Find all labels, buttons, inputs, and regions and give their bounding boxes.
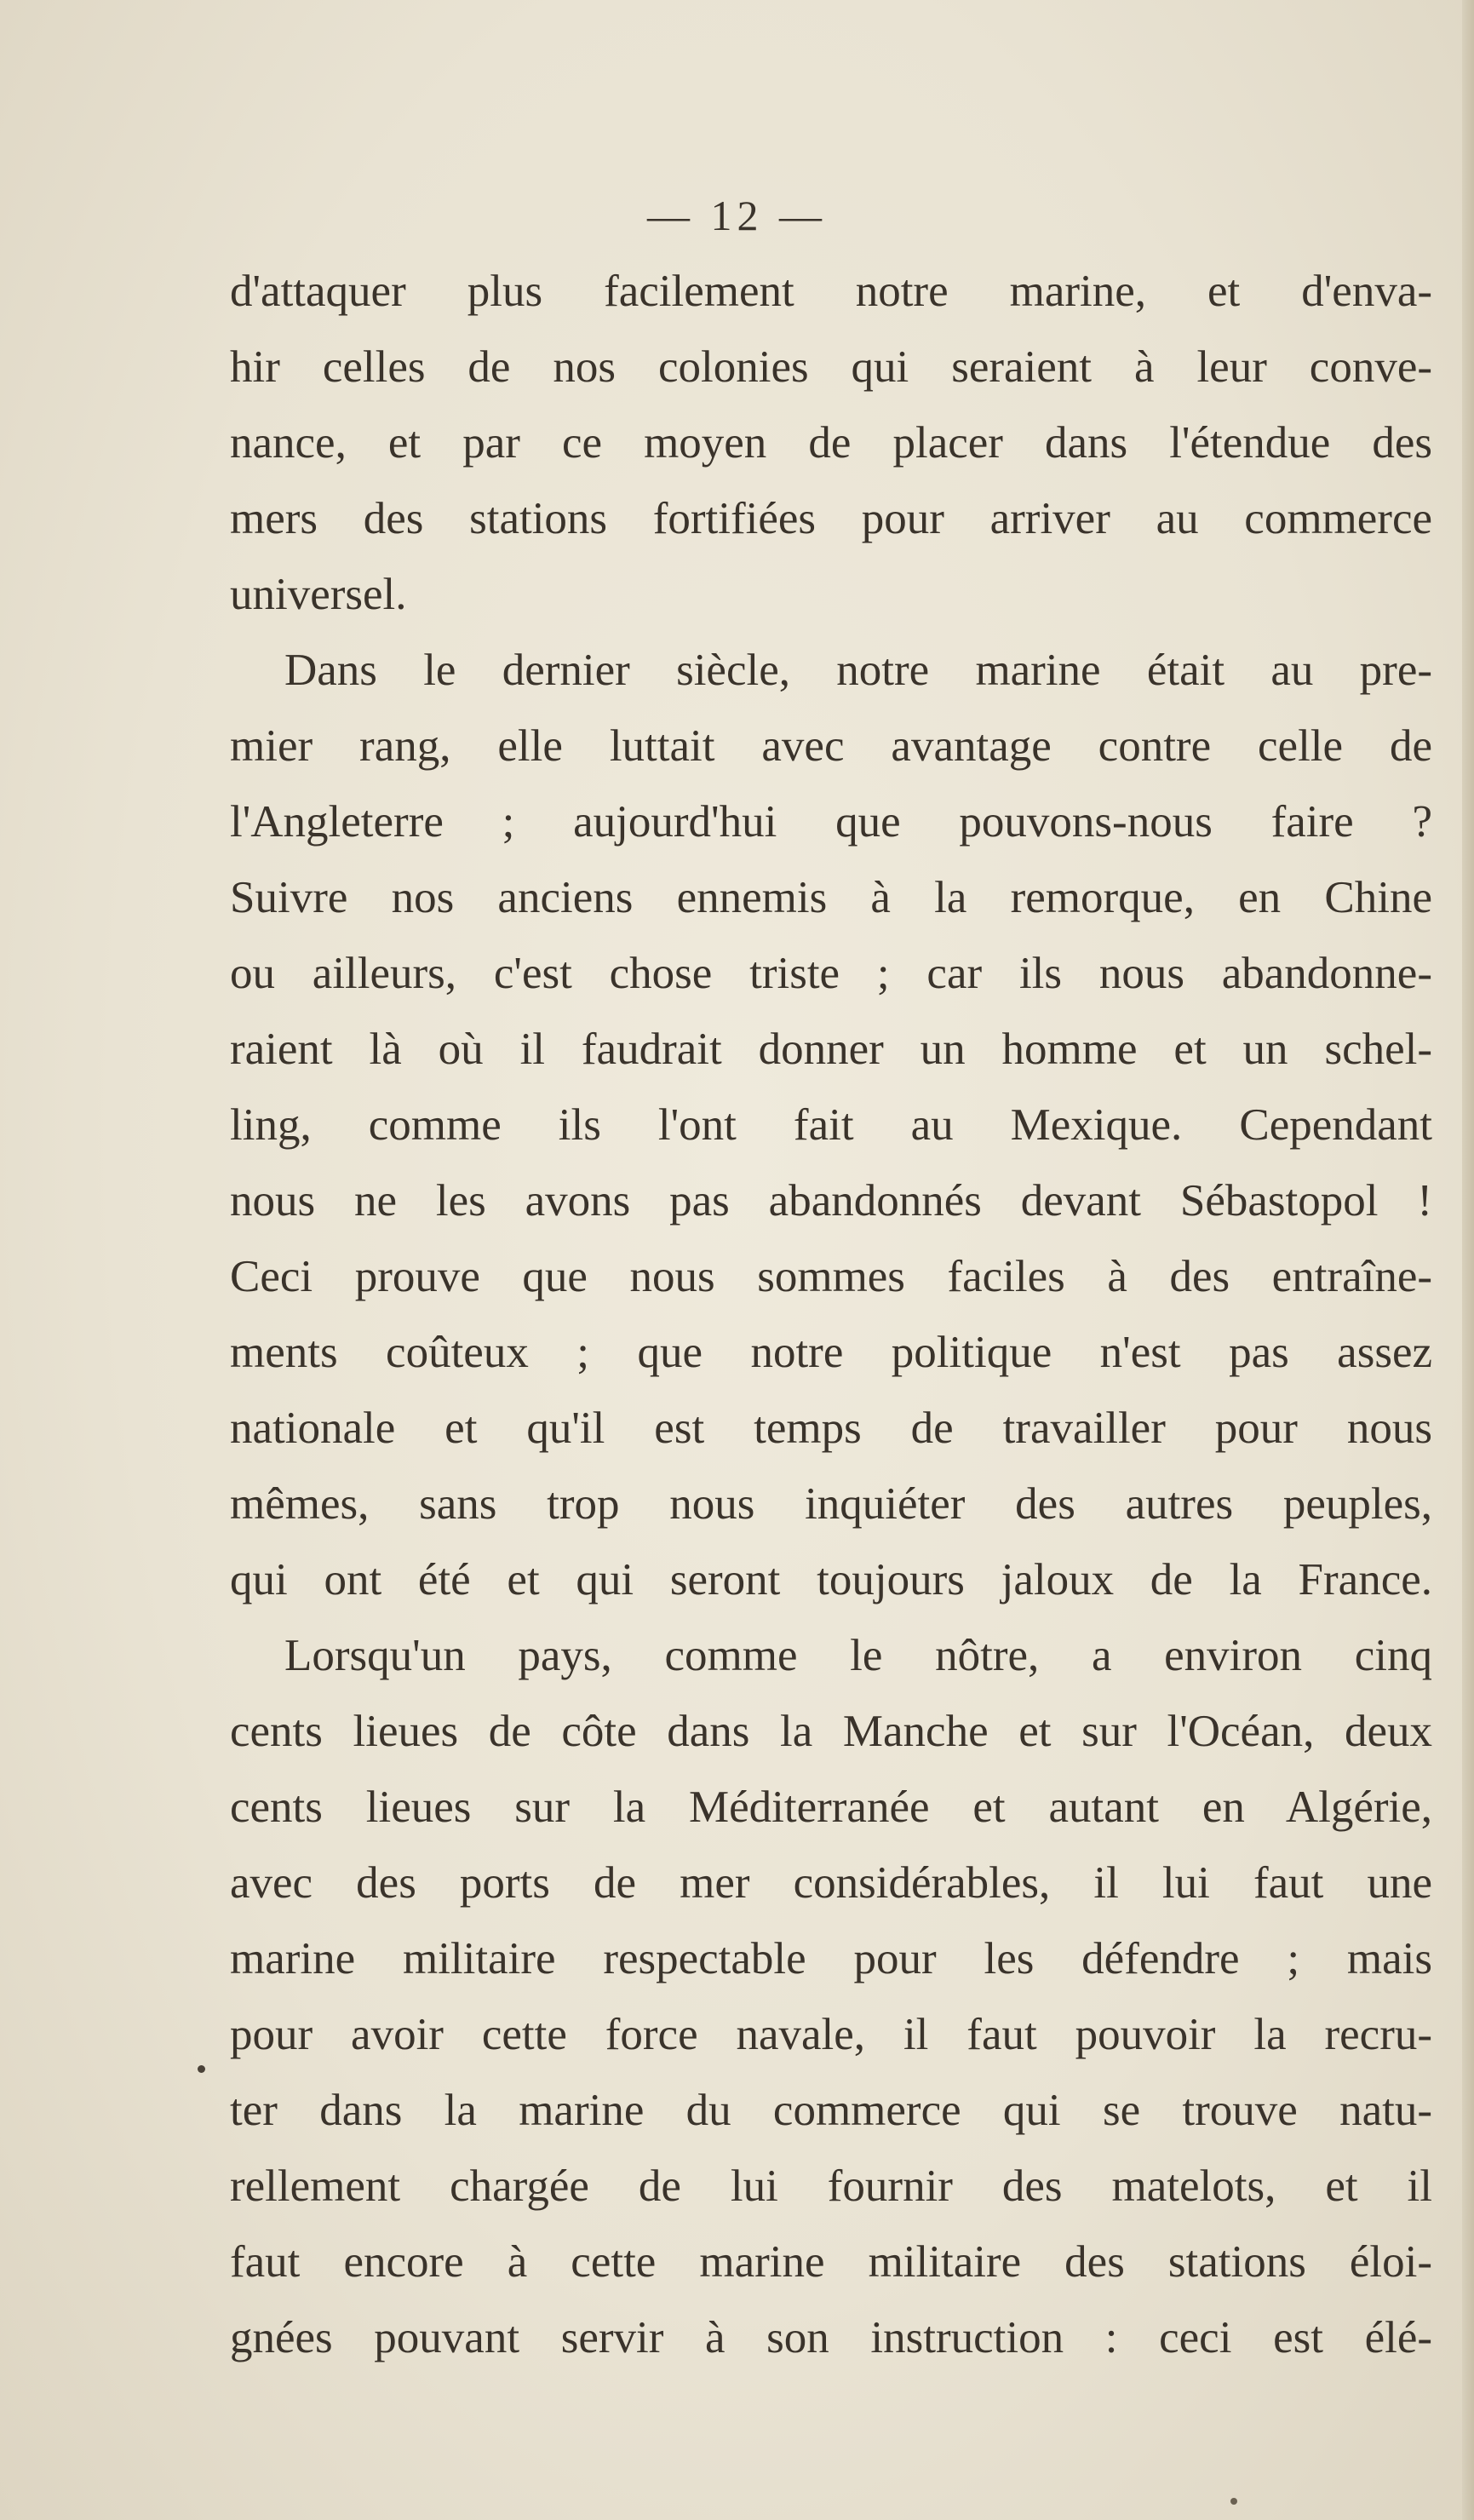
margin-mark bbox=[198, 2065, 205, 2073]
text-line: l'Angleterre ; aujourd'hui que pouvons-nous faire ? bbox=[230, 797, 1432, 847]
text-line: faut encore à cette marine militaire des stations éloi- bbox=[230, 2237, 1432, 2287]
text-line: d'attaquer plus facilement notre marine, et d'enva- bbox=[230, 267, 1432, 316]
text-line: mers des stations fortifiées pour arriver au commerce bbox=[230, 494, 1432, 543]
text-line: raient là où il faudrait donner un homme et un schel- bbox=[230, 1025, 1432, 1074]
text-line: Suivre nos anciens ennemis à la remorque, en Chine bbox=[230, 873, 1432, 922]
text-line: gnées pouvant servir à son instruction : ceci est élé- bbox=[230, 2313, 1432, 2362]
text-line: nance, et par ce moyen de placer dans l'étendue des bbox=[230, 418, 1432, 468]
text-line: rellement chargée de lui fournir des matelots, et il bbox=[230, 2161, 1432, 2211]
page-number: — 12 — bbox=[647, 192, 827, 239]
text-line: pour avoir cette force navale, il faut pouvoir la recru- bbox=[230, 2010, 1432, 2059]
text-line: cents lieues sur la Méditerranée et autant en Algérie, bbox=[230, 1782, 1432, 1832]
text-line: avec des ports de mer considérables, il lui faut une bbox=[230, 1858, 1432, 1908]
text-line: qui ont été et qui seront toujours jaloux de la France. bbox=[230, 1555, 1432, 1604]
text-line: cents lieues de côte dans la Manche et sur l'Océan, deux bbox=[230, 1707, 1432, 1756]
body-text bbox=[230, 254, 1432, 2376]
text-line: ou ailleurs, c'est chose triste ; car ils nous abandonne- bbox=[230, 949, 1432, 998]
text-line: Ceci prouve que nous sommes faciles à des entraîne- bbox=[230, 1252, 1432, 1301]
text-line: Lorsqu'un pays, comme le nôtre, a environ cinq bbox=[284, 1631, 1432, 1680]
text-line: hir celles de nos colonies qui seraient à leur conve- bbox=[230, 342, 1432, 392]
text-line: universel. bbox=[230, 570, 407, 619]
text-line: mêmes, sans trop nous inquiéter des autres peuples, bbox=[230, 1479, 1432, 1529]
text-line: ling, comme ils l'ont fait au Mexique. Cependant bbox=[230, 1100, 1432, 1150]
paper-speck bbox=[1230, 2498, 1237, 2505]
text-line: marine militaire respectable pour les défendre ; mais bbox=[230, 1934, 1432, 1983]
text-line: ter dans la marine du commerce qui se trouve natu- bbox=[230, 2086, 1432, 2135]
text-line: nationale et qu'il est temps de travailler pour nous bbox=[230, 1404, 1432, 1453]
text-line: ments coûteux ; que notre politique n'est pas assez bbox=[230, 1328, 1432, 1377]
text-line: nous ne les avons pas abandonnés devant Sébastopol ! bbox=[230, 1176, 1432, 1226]
page-edge bbox=[1462, 0, 1474, 2520]
text-line: mier rang, elle luttait avec avantage contre celle de bbox=[230, 721, 1432, 771]
text-line: Dans le dernier siècle, notre marine était au pre- bbox=[284, 646, 1432, 695]
